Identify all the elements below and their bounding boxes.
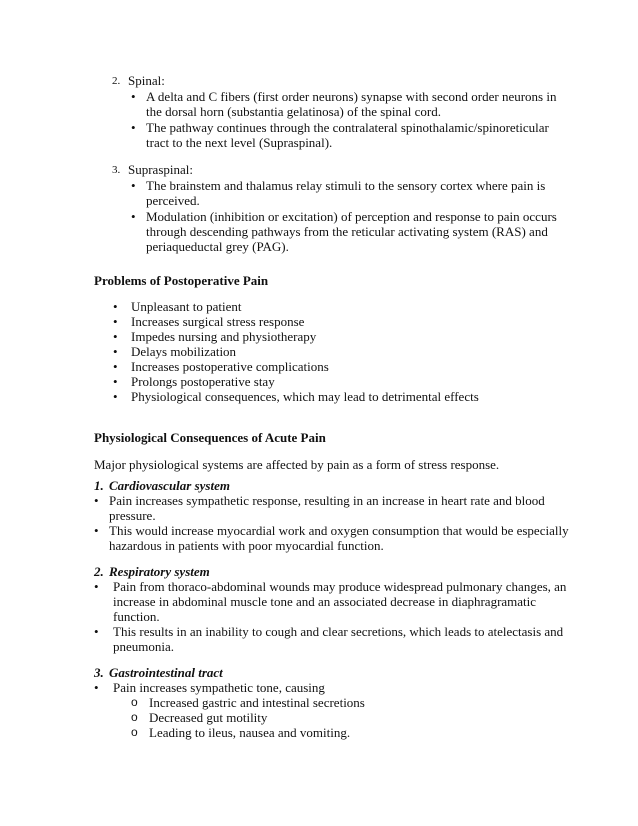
circle-bullet-icon: o bbox=[131, 695, 138, 709]
list-item: Impedes nursing and physiotherapy bbox=[131, 329, 317, 344]
bullet-icon: • bbox=[131, 178, 136, 193]
sub-list-item: Leading to ileus, nausea and vomiting. bbox=[149, 725, 351, 740]
bullet-icon: • bbox=[113, 359, 118, 374]
bullet-icon: • bbox=[113, 329, 118, 344]
section-heading: Problems of Postoperative Pain bbox=[94, 273, 269, 288]
bullet-icon: • bbox=[94, 579, 99, 594]
list-item: Unpleasant to patient bbox=[131, 299, 242, 314]
section-heading: Physiological Consequences of Acute Pain bbox=[94, 430, 326, 445]
bullet-icon: • bbox=[131, 120, 136, 135]
list-item: Prolongs postoperative stay bbox=[131, 374, 275, 389]
list-item: tract to the next level (Supraspinal). bbox=[146, 135, 333, 150]
list-item: perceived. bbox=[146, 193, 200, 208]
list-number: 3. bbox=[94, 665, 104, 680]
bullet-icon: • bbox=[94, 523, 99, 538]
bullet-icon: • bbox=[113, 389, 118, 404]
sub-list-item: Increased gastric and intestinal secretions bbox=[149, 695, 365, 710]
list-item: The pathway continues through the contralateral spinothalamic/spinoreticular bbox=[146, 120, 549, 135]
list-item: pressure. bbox=[109, 508, 156, 523]
bullet-icon: • bbox=[113, 374, 118, 389]
list-item: A delta and C fibers (first order neurons) synapse with second order neurons in bbox=[146, 89, 557, 104]
list-item: Pain increases sympathetic tone, causing bbox=[113, 680, 325, 695]
list-item: Pain from thoraco-abdominal wounds may produce widespread pulmonary changes, an bbox=[113, 579, 567, 594]
list-item: pneumonia. bbox=[113, 639, 175, 654]
list-item: the dorsal horn (substantia gelatinosa) of the spinal cord. bbox=[146, 104, 441, 119]
subsection-title: Cardiovascular system bbox=[109, 478, 230, 493]
list-item: Increases postoperative complications bbox=[131, 359, 329, 374]
bullet-icon: • bbox=[113, 344, 118, 359]
list-item: hazardous in patients with poor myocardial function. bbox=[109, 538, 384, 553]
subsection-title: Respiratory system bbox=[109, 564, 210, 579]
list-item: Modulation (inhibition or excitation) of perception and response to pain occurs bbox=[146, 209, 557, 224]
list-number: 2. bbox=[94, 564, 104, 579]
list-title: Spinal: bbox=[128, 73, 165, 88]
list-item: function. bbox=[113, 609, 160, 624]
paragraph: Major physiological systems are affected by pain as a form of stress response. bbox=[94, 457, 500, 472]
bullet-icon: • bbox=[113, 314, 118, 329]
sub-list-item: Decreased gut motility bbox=[149, 710, 268, 725]
list-title: Supraspinal: bbox=[128, 162, 193, 177]
list-item: Physiological consequences, which may lead to detrimental effects bbox=[131, 389, 479, 404]
list-number: 2. bbox=[112, 75, 121, 87]
bullet-icon: • bbox=[94, 680, 99, 695]
list-item: Increases surgical stress response bbox=[131, 314, 305, 329]
bullet-icon: • bbox=[113, 299, 118, 314]
list-item: through descending pathways from the reticular activating system (RAS) and bbox=[146, 224, 548, 239]
bullet-icon: • bbox=[94, 493, 99, 508]
list-item: This results in an inability to cough and clear secretions, which leads to atelectasis and bbox=[113, 624, 564, 639]
list-number: 1. bbox=[94, 478, 104, 493]
list-item: periaqueductal grey (PAG). bbox=[146, 239, 289, 254]
subsection-title: Gastrointestinal tract bbox=[109, 665, 223, 680]
circle-bullet-icon: o bbox=[131, 725, 138, 739]
bullet-icon: • bbox=[131, 89, 136, 104]
bullet-icon: • bbox=[131, 209, 136, 224]
circle-bullet-icon: o bbox=[131, 710, 138, 724]
list-item: increase in abdominal muscle tone and an associated decrease in diaphragramatic bbox=[113, 594, 537, 609]
list-item: Pain increases sympathetic response, resulting in an increase in heart rate and blood bbox=[109, 493, 545, 508]
bullet-icon: • bbox=[94, 624, 99, 639]
list-item: Delays mobilization bbox=[131, 344, 237, 359]
list-item: The brainstem and thalamus relay stimuli to the sensory cortex where pain is bbox=[146, 178, 546, 193]
list-item: This would increase myocardial work and oxygen consumption that would be especially bbox=[109, 523, 569, 538]
list-number: 3. bbox=[112, 164, 121, 176]
